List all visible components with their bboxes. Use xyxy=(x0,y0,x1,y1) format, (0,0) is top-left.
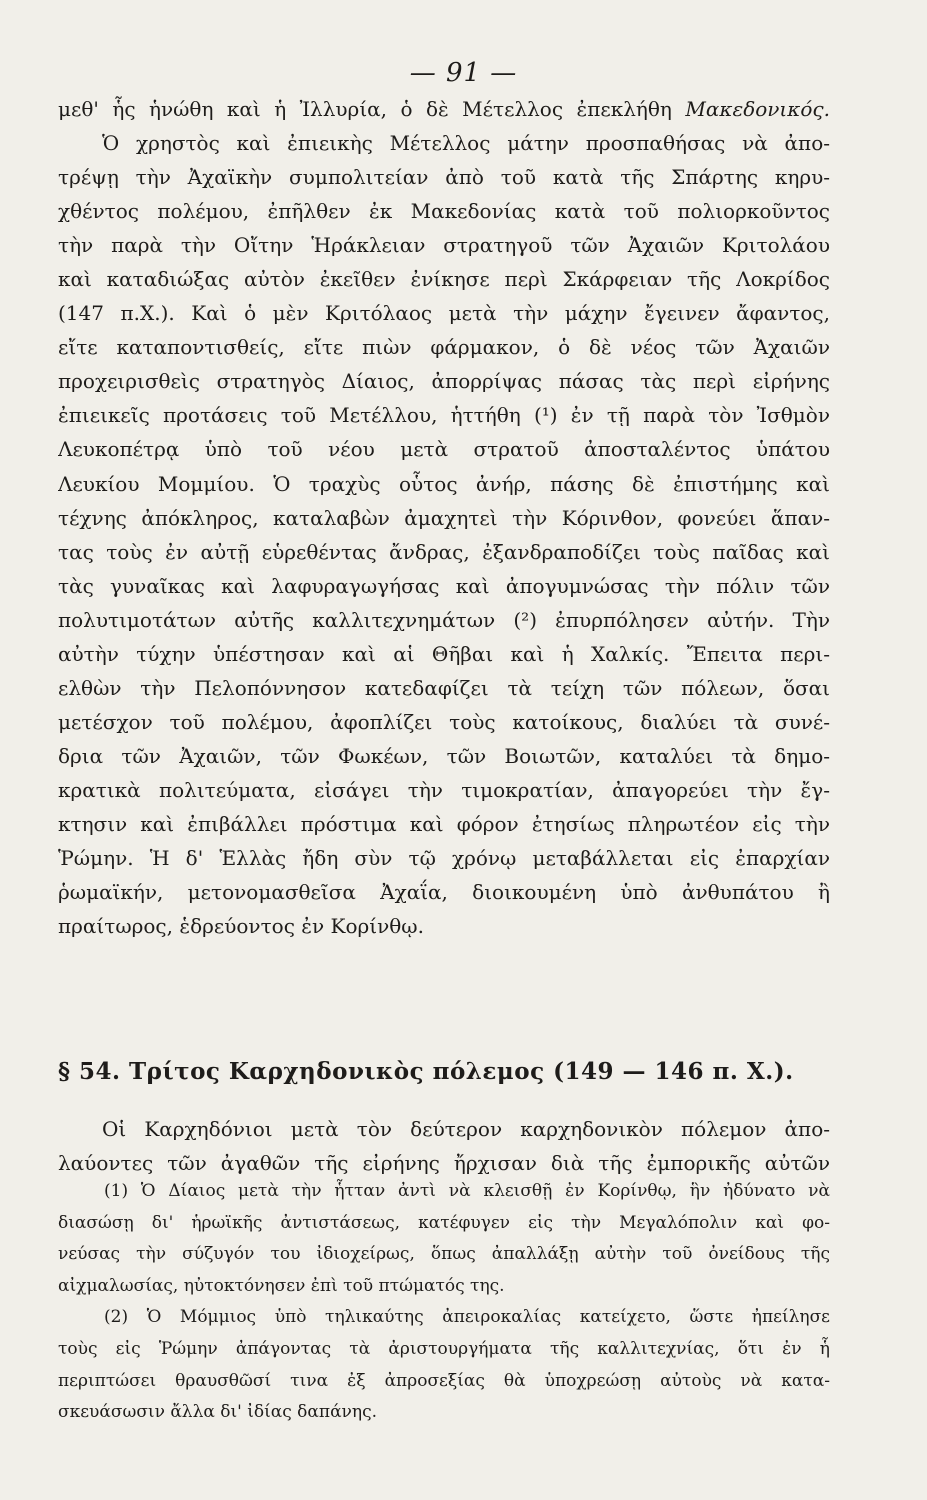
paragraph-line: Λευκοπέτρᾳ ὑπὸ τοῦ νέου μετὰ στρατοῦ ἀποσταλέντος ὑπάτου xyxy=(58,437,830,462)
paragraph-line: Ὁ χρηστὸς καὶ ἐπιεικὴς Μέτελλος μάτην προσπαθήσας νὰ ἀπο- xyxy=(102,131,830,156)
footnote-2-line: σκευάσωσιν ἄλλα δι' ἰδίας δαπάνης. xyxy=(58,1402,377,1423)
footnote-1-line: διασώσῃ δι' ἡρωϊκῆς ἀντιστάσεως, κατέφυγεν εἰς τὴν Μεγαλόπολιν καὶ φο- xyxy=(58,1212,830,1233)
footnote-2-line: περιπτώσει θραυσθῶσί τινα ἐξ ἀπροσεξίας θὰ ὑποχρεώσῃ αὐτοὺς νὰ κατα- xyxy=(58,1370,830,1391)
paragraph-line: Οἱ Καρχηδόνιοι μετὰ τὸν δεύτερον καρχηδονικὸν πόλεμον ἀπο- xyxy=(102,1117,830,1141)
paragraph-line: μετέσχον τοῦ πολέμου, ἀφοπλίζει τοὺς κατοίκους, διαλύει τὰ συνέ- xyxy=(58,709,830,734)
paragraph-line: ελθὼν τὴν Πελοπόννησον κατεδαφίζει τὰ τείχη τῶν πόλεων, ὅσαι xyxy=(58,675,830,700)
paragraph-line: τὴν παρὰ τὴν Οἴτην Ἡράκλειαν στρατηγοῦ τῶν Ἀχαιῶν Κριτολάου xyxy=(58,233,830,258)
paragraph-line: πολυτιμοτάτων αὐτῆς καλλιτεχνημάτων (²) ἐπυρπόλησεν αὐτήν. Τὴν xyxy=(58,607,830,632)
paragraph-line: πραίτωρος, ἑδρεύοντος ἐν Κορίνθῳ. xyxy=(58,914,424,939)
footnote-1-line: νεύσας τὴν σύζυγόν του ἰδιοχείρως, ὅπως ἀπαλλάξῃ αὐτὴν τοῦ ὀνείδους τῆς xyxy=(58,1244,830,1265)
paragraph-line: αὐτὴν τύχην ὑπέστησαν καὶ αἱ Θῆβαι καὶ ἡ Χαλκίς. Ἔπειτα περι- xyxy=(58,641,830,666)
page-number: — 91 — xyxy=(409,58,518,88)
paragraph-line: καὶ καταδιώξας αὐτὸν ἐκεῖθεν ἐνίκησε περὶ Σκάρφειαν τῆς Λοκρίδος xyxy=(58,267,830,292)
footnote-1-line: (1) Ὁ Δίαιος μετὰ τὴν ἧτταν ἀντὶ νὰ κλεισθῇ ἐν Κορίνθῳ, ἣν ἠδύνατο νὰ xyxy=(104,1181,830,1201)
paragraph-line: τρέψῃ τὴν Ἀχαϊκὴν συμπολιτείαν ἀπὸ τοῦ κατὰ τῆς Σπάρτης κηρυ- xyxy=(58,165,830,190)
footnote-2-line: (2) Ὁ Μόμμιος ὑπὸ τηλικαύτης ἀπειροκαλίας κατείχετο, ὥστε ἠπείλησε xyxy=(104,1307,830,1328)
footnotes xyxy=(58,1176,830,1429)
paragraph-line: (147 π.Χ.). Καὶ ὁ μὲν Κριτόλαος μετὰ τὴν μάχην ἔγεινεν ἄφαντος, xyxy=(58,301,830,326)
paragraph-line: κτησιν καὶ ἐπιβάλλει πρόστιμα καὶ φόρον ἐτησίως πληρωτέον εἰς τὴν xyxy=(58,811,830,836)
paragraph-line: δρια τῶν Ἀχαιῶν, τῶν Φωκέων, τῶν Βοιωτῶν, καταλύει τὰ δημο- xyxy=(58,743,830,768)
paragraph-line: Λευκίου Μομμίου. Ὁ τραχὺς οὗτος ἀνήρ, πάσης δὲ ἐπιστήμης καὶ xyxy=(58,471,830,496)
section-heading: § 54. Τρίτος Καρχηδονικὸς πόλεμος (149 — 146 π. Χ.). xyxy=(58,1058,794,1085)
paragraph-line: τας τοὺς ἐν αὐτῇ εὑρεθέντας ἄνδρας, ἐξανδραποδίζει τοὺς παῖδας καὶ xyxy=(58,539,830,564)
paragraph-line: χθέντος πολέμου, ἐπῆλθεν ἐκ Μακεδονίας κατὰ τοῦ πολιορκοῦντος xyxy=(58,199,830,224)
footnote-2-line: τοὺς εἰς Ῥώμην ἀπάγοντας τὰ ἀριστουργήματα τῆς καλλιτεχνίας, ὅτι ἐν ἧ xyxy=(58,1338,830,1359)
paragraph-line: ἐπιεικεῖς προτάσεις τοῦ Μετέλλου, ἡττήθη (¹) ἐν τῇ παρὰ τὸν Ἰσθμὸν xyxy=(58,403,830,428)
paragraph-line: τέχνης ἀπόκληρος, καταλαβὼν ἀμαχητεὶ τὴν Κόρινθον, φονεύει ἅπαν- xyxy=(58,505,830,530)
paragraph-line: κρατικὰ πολιτεύματα, εἰσάγει τὴν τιμοκρατίαν, ἀπαγορεύει τὴν ἔγ- xyxy=(58,777,830,802)
first-line-text: μεθ' ἧς ἡνώθη καὶ ἡ Ἰλλυρία, ὁ δὲ Μέτελλος ἐπεκλήθη xyxy=(58,97,672,121)
paragraph-line: Ῥώμην. Ἡ δ' Ἑλλὰς ἤδη σὺν τῷ χρόνῳ μεταβάλλεται εἰς ἐπαρχίαν xyxy=(58,846,830,871)
footnote-1-line: αἰχμαλωσίας, ηὐτοκτόνησεν ἐπὶ τοῦ πτώματός της. xyxy=(58,1275,505,1296)
second-paragraph xyxy=(58,1112,830,1180)
paragraph-line: προχειρισθεὶς στρατηγὸς Δίαιος, ἀπορρίψας πάσας τὰς περὶ εἰρήνης xyxy=(58,369,830,394)
paragraph-line: ῥωμαϊκήν, μετονομασθεῖσα Ἀχαΐα, διοικουμένη ὑπὸ ἀνθυπάτου ἢ xyxy=(58,880,830,905)
first-line-epithet: Μακεδονικός. xyxy=(685,97,830,121)
paragraph-line: τὰς γυναῖκας καὶ λαφυραγωγήσας καὶ ἀπογυμνώσας τὴν πόλιν τῶν xyxy=(58,573,830,598)
paragraph-line xyxy=(58,92,830,126)
paragraph-line: εἴτε καταποντισθείς, εἴτε πιὼν φάρμακον, ὁ δὲ νέος τῶν Ἀχαιῶν xyxy=(58,335,830,360)
paragraph-line: λαύοντες τῶν ἀγαθῶν τῆς εἰρήνης ἤρχισαν διὰ τῆς ἐμπορικῆς αὐτῶν xyxy=(58,1151,830,1176)
main-paragraph xyxy=(58,92,830,943)
